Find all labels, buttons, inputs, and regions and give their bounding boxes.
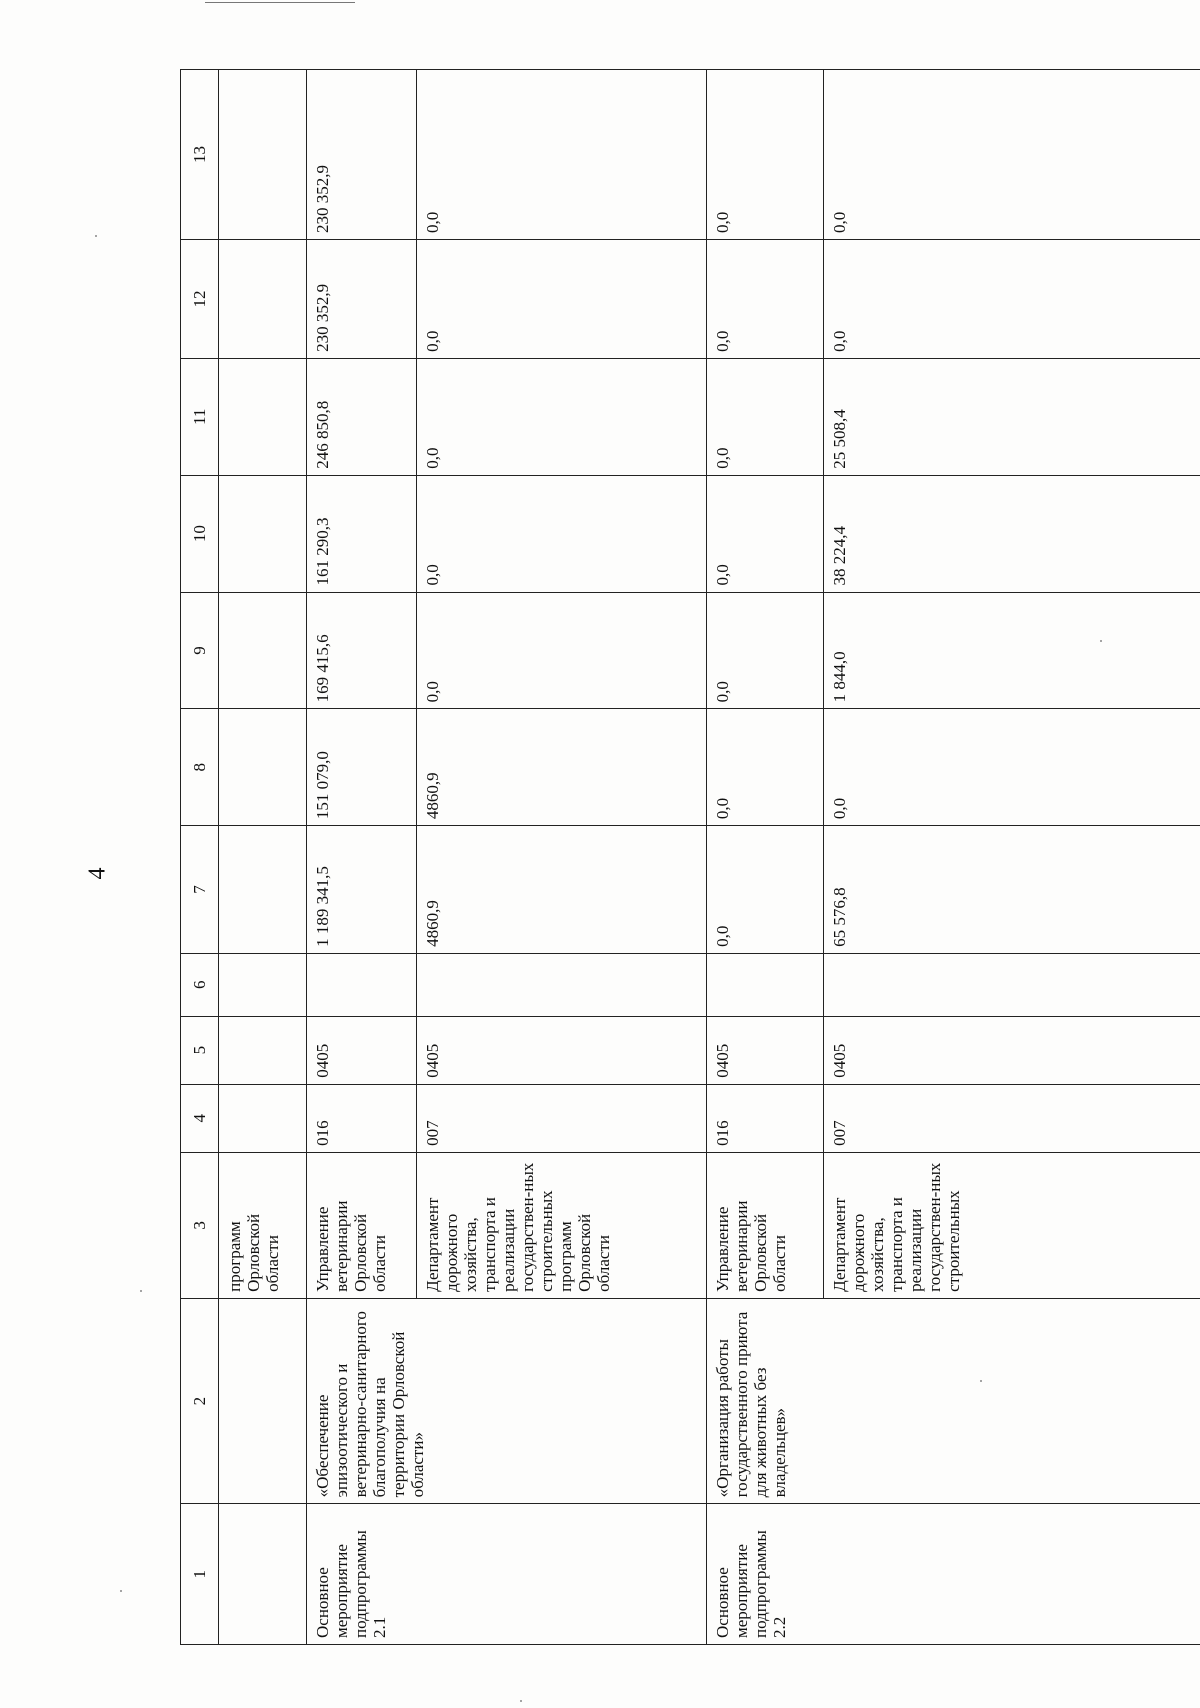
measure-2-1-grbs-1: 016 (307, 1084, 417, 1152)
measure-2-2-y5-2: 0,0 (824, 239, 1200, 358)
header-cell-10: 10 (181, 475, 219, 592)
header-cell-7: 7 (181, 826, 219, 954)
measure-2-1-y5-2: 0,0 (417, 239, 707, 358)
measure-2-1-y5-1: 230 352,9 (307, 239, 417, 358)
measure-2-1-y3-2: 0,0 (417, 475, 707, 592)
measure-2-2-y1-1: 0,0 (707, 709, 824, 826)
table-cell (219, 1298, 307, 1504)
measure-2-1-col6-1 (307, 953, 417, 1016)
table-row-continuation (219, 70, 307, 1645)
table-cell (219, 1016, 307, 1084)
measure-2-1-grbs-2: 007 (417, 1084, 707, 1152)
measure-2-2-y2-2: 1 844,0 (824, 592, 1200, 709)
measure-2-1-total-2: 4860,9 (417, 826, 707, 954)
measure-2-2-total-2: 65 576,8 (824, 826, 1200, 954)
scan-speckle (95, 235, 97, 237)
header-cell-2: 2 (181, 1298, 219, 1504)
measure-2-1-y2-1: 169 415,6 (307, 592, 417, 709)
table-cell (219, 239, 307, 358)
header-cell-9: 9 (181, 592, 219, 709)
table-cell (219, 358, 307, 475)
header-cell-12: 12 (181, 239, 219, 358)
measure-2-2-rzpr-2: 0405 (824, 1016, 1200, 1084)
header-row (181, 70, 219, 1645)
measure-2-1-rzpr-2: 0405 (417, 1016, 707, 1084)
measure-2-2-total-1: 0,0 (707, 826, 824, 954)
table-row-2-1-veterinary (307, 70, 417, 1645)
header-cell-11: 11 (181, 358, 219, 475)
table-cell (219, 592, 307, 709)
measure-2-1-executor-2: Департамент дорожного хозяйства, транспорта и реализации государствен-ных строительных программ Орловской области (417, 1152, 707, 1298)
header-cell-13: 13 (181, 70, 219, 240)
table-cell (219, 1504, 307, 1645)
table-cell (219, 953, 307, 1016)
measure-2-1-y1-1: 151 079,0 (307, 709, 417, 826)
measure-2-2-rzpr-1: 0405 (707, 1016, 824, 1084)
measure-2-2-y6-1: 0,0 (707, 70, 824, 240)
measure-2-1-y1-2: 4860,9 (417, 709, 707, 826)
measure-2-1-executor-1: Управление ветеринарии Орловской области (307, 1152, 417, 1298)
measure-2-2-y6-2: 0,0 (824, 70, 1200, 240)
header-cell-3: 3 (181, 1152, 219, 1298)
measure-2-2-col6-2 (824, 953, 1200, 1016)
budget-table (180, 69, 1200, 1645)
header-cell-8: 8 (181, 709, 219, 826)
scan-artifact-line (205, 2, 355, 3)
scan-speckle (1100, 640, 1102, 642)
measure-2-1-col6-2 (417, 953, 707, 1016)
table-cell (219, 475, 307, 592)
measure-2-2-y3-1: 0,0 (707, 475, 824, 592)
table-row-2-2-veterinary (707, 70, 824, 1645)
table-cell (219, 709, 307, 826)
measure-2-1-title: Основное мероприятие подпрограммы 2.1 (307, 1504, 707, 1645)
scan-speckle (120, 1590, 122, 1592)
table-cell (219, 70, 307, 240)
measure-2-2-y4-1: 0,0 (707, 358, 824, 475)
header-cell-4: 4 (181, 1084, 219, 1152)
measure-2-1-name: «Обеспечение эпизоотического и ветеринарно-санитарного благополучия на территории Орловской области» (307, 1298, 707, 1504)
measure-2-1-y6-1: 230 352,9 (307, 70, 417, 240)
measure-2-2-col6-1 (707, 953, 824, 1016)
header-cell-5: 5 (181, 1016, 219, 1084)
measure-2-1-rzpr-1: 0405 (307, 1016, 417, 1084)
scan-speckle (520, 1700, 522, 1702)
table-cell (219, 826, 307, 954)
measure-2-1-y2-2: 0,0 (417, 592, 707, 709)
measure-2-1-y4-2: 0,0 (417, 358, 707, 475)
scan-speckle (980, 1380, 982, 1382)
measure-2-2-title: Основное мероприятие подпрограммы 2.2 (707, 1504, 1200, 1645)
measure-2-2-y1-2: 0,0 (824, 709, 1200, 826)
measure-2-2-name: «Организация работы государственного приюта для животных без владельцев» (707, 1298, 1200, 1504)
measure-2-2-executor-1: Управление ветеринарии Орловской области (707, 1152, 824, 1298)
measure-2-1-y3-1: 161 290,3 (307, 475, 417, 592)
page-number: 4 (84, 867, 111, 880)
measure-2-2-grbs-1: 016 (707, 1084, 824, 1152)
measure-2-2-y3-2: 38 224,4 (824, 475, 1200, 592)
scan-speckle (140, 1290, 142, 1292)
measure-2-2-executor-2: Департамент дорожного хозяйства, транспорта и реализации государствен-ных строительных (824, 1152, 1200, 1298)
header-cell-6: 6 (181, 953, 219, 1016)
rotated-table-wrapper (180, 69, 1200, 1645)
measure-2-1-y4-1: 246 850,8 (307, 358, 417, 475)
table-cell (219, 1084, 307, 1152)
measure-2-2-y2-1: 0,0 (707, 592, 824, 709)
measure-2-1-y6-2: 0,0 (417, 70, 707, 240)
measure-2-2-grbs-2: 007 (824, 1084, 1200, 1152)
header-cell-1: 1 (181, 1504, 219, 1645)
measure-2-1-total-1: 1 189 341,5 (307, 826, 417, 954)
table-cell-executor: программ Орловской области (219, 1152, 307, 1298)
measure-2-2-y5-1: 0,0 (707, 239, 824, 358)
measure-2-2-y4-2: 25 508,4 (824, 358, 1200, 475)
